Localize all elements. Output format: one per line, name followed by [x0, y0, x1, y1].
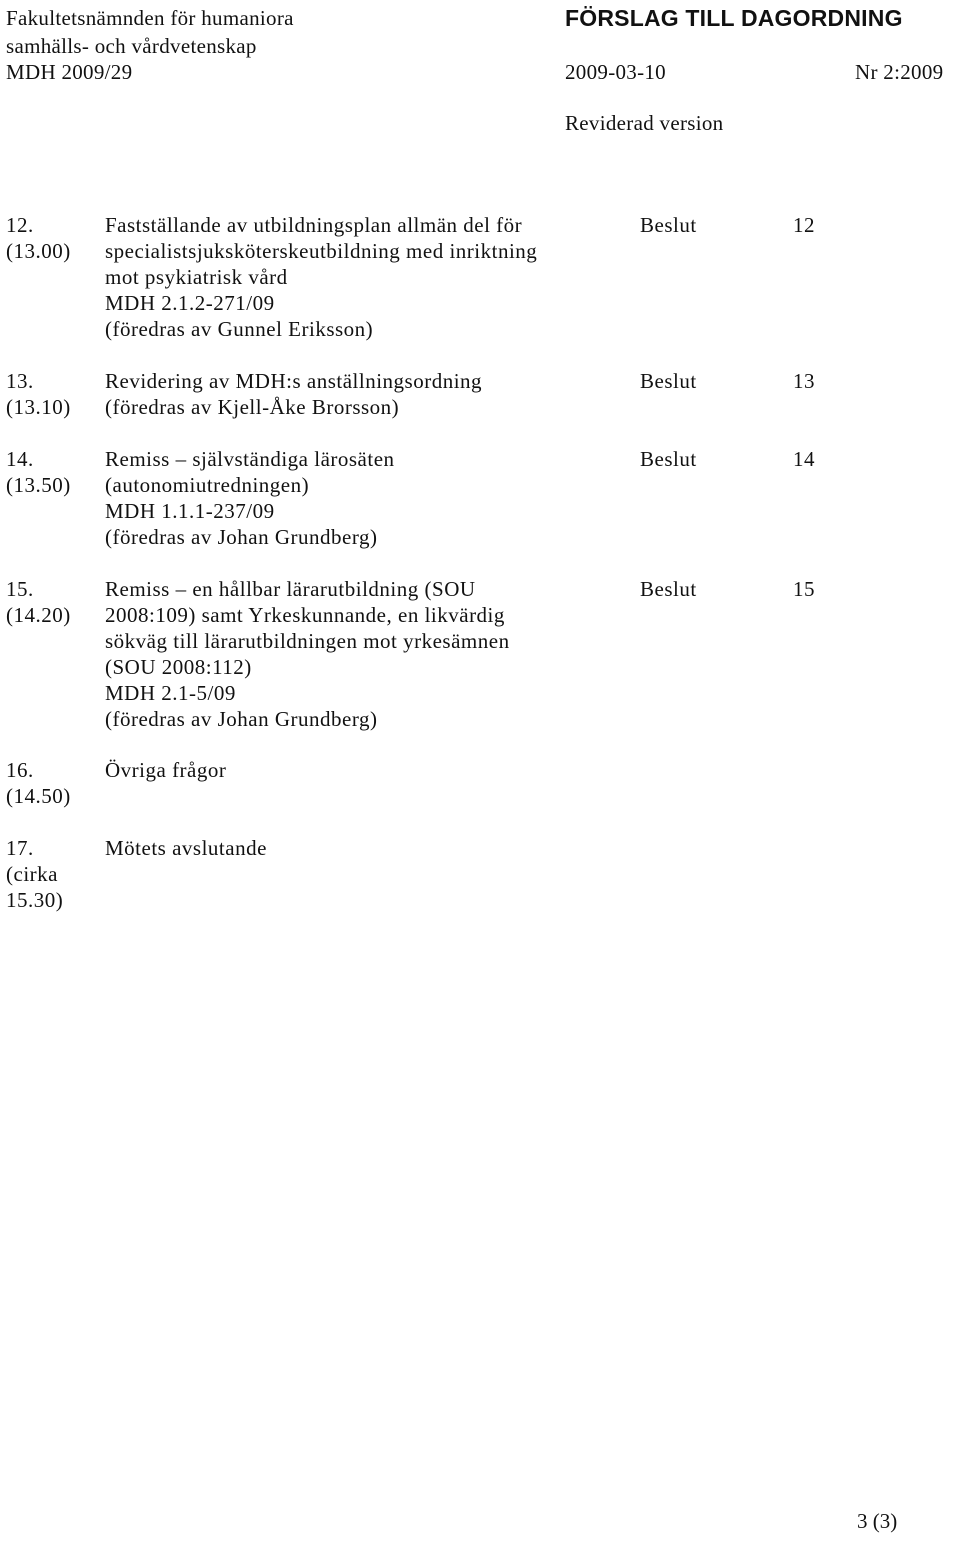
agenda-item-description: Övriga frågor [105, 758, 227, 782]
faculty-name-line2: samhälls- och vårdvetenskap [6, 34, 257, 58]
agenda-item-description: Revidering av MDH:s anställningsordning (föredras av Kjell-Åke Brorsson) [105, 369, 483, 419]
agenda-item-description: Fastställande av utbildningsplan allmän del för specialistsjuksköterskeutbildning med inriktning mot psykiatrisk vård MDH 2.1.2-271/09 (föredras av Gunnel Eriksson) [105, 213, 538, 341]
agenda-item-attachment: 12 [793, 213, 815, 237]
document-title: FÖRSLAG TILL DAGORDNING [565, 5, 903, 31]
agenda-item-description: Remiss – en hållbar lärarutbildning (SOU 2008:109) samt Yrkeskunnande, en likvärdig sökväg till lärarutbildningen mot yrkesämnen (SOU 2008:112) MDH 2.1-5/09 (föredras av Johan Grundberg) [105, 577, 510, 731]
agenda-item-action: Beslut [640, 369, 697, 393]
agenda-item-action: Beslut [640, 213, 697, 237]
agenda-item-attachment: 14 [793, 447, 815, 471]
issue-number: Nr 2:2009 [855, 60, 944, 84]
agenda-item-number: 17. (cirka 15.30) [6, 836, 64, 912]
agenda-item-number: 15. (14.20) [6, 577, 71, 627]
agenda-item-attachment: 13 [793, 369, 815, 393]
agenda-item-action: Beslut [640, 447, 697, 471]
reference-number: MDH 2009/29 [6, 60, 133, 84]
agenda-item-attachment: 15 [793, 577, 815, 601]
page-number: 3 (3) [857, 1509, 898, 1533]
faculty-name-line1: Fakultetsnämnden för humaniora [6, 6, 294, 30]
document-date: 2009-03-10 [565, 60, 666, 84]
agenda-item-description: Remiss – självständiga lärosäten (autonomiutredningen) MDH 1.1.1-237/09 (föredras av Johan Grundberg) [105, 447, 395, 549]
agenda-item-number: 13. (13.10) [6, 369, 71, 419]
agenda-item-number: 12. (13.00) [6, 213, 71, 263]
agenda-item-action: Beslut [640, 577, 697, 601]
revision-label: Reviderad version [565, 111, 724, 135]
agenda-item-description: Mötets avslutande [105, 836, 267, 860]
agenda-item-number: 16. (14.50) [6, 758, 71, 808]
agenda-item-number: 14. (13.50) [6, 447, 71, 497]
